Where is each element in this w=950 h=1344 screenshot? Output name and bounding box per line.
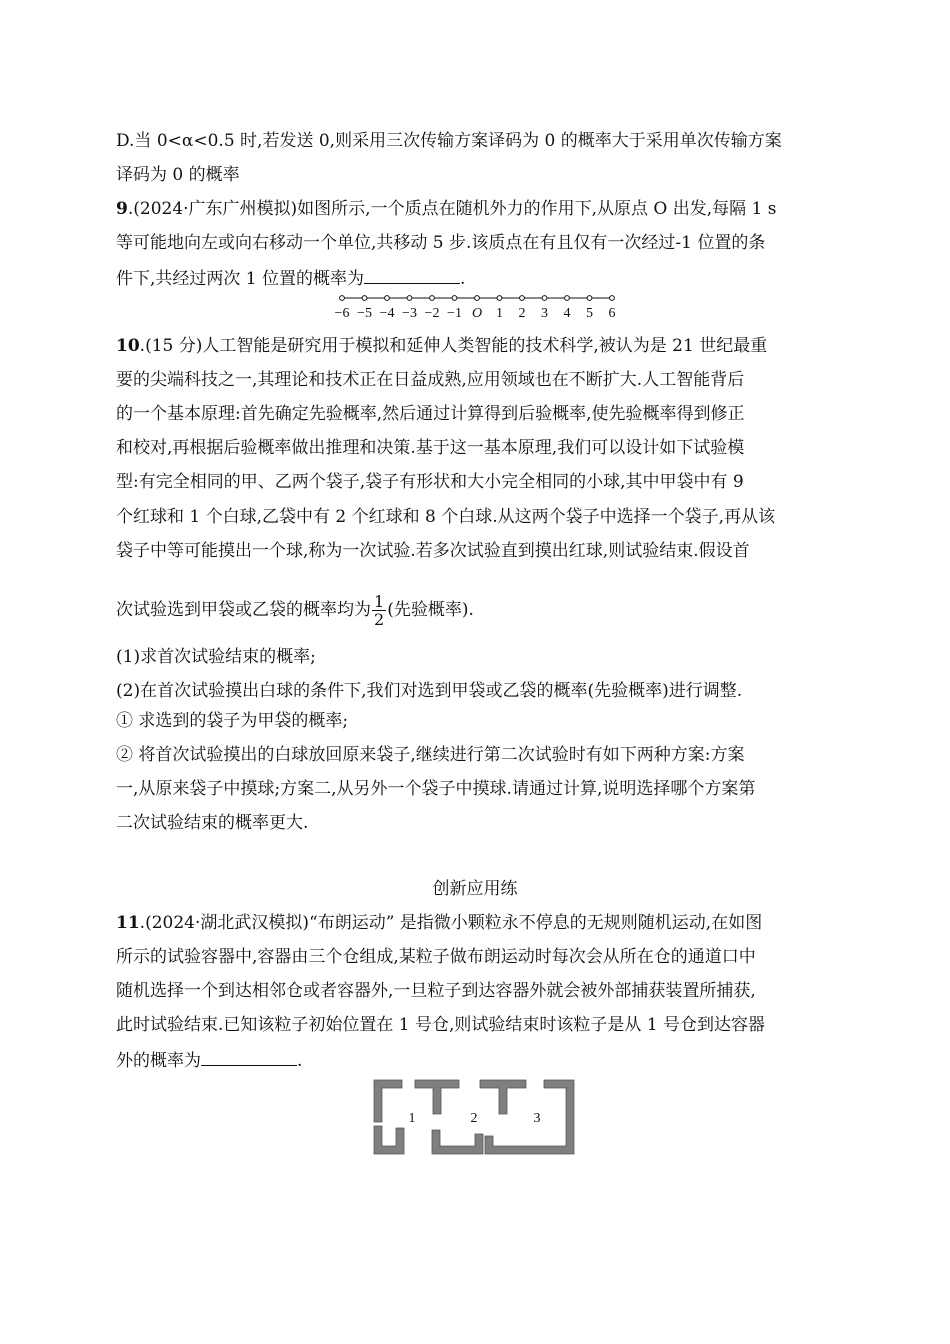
container-bottom-left-pillar (432, 1130, 483, 1154)
number-line-point (340, 296, 345, 301)
container-wall-left-top (374, 1080, 402, 1122)
container-figure (372, 1078, 576, 1156)
q10-sub2: (2)在首次试验摸出白球的条件下,我们对选到甲袋或乙袋的概率(先验概率)进行调整. (116, 681, 743, 701)
number-line-point (497, 296, 502, 301)
q10-line6: 个红球和 1 个白球,乙袋中有 2 个红球和 8 个白球.从这两个袋子中选择一个袋子,再从该 (116, 507, 776, 527)
q10-text8-pre: 次试验选到甲袋或乙袋的概率均为 (116, 600, 371, 620)
q11-text1: .(2024·湖北武汉模拟)“布朗运动” 是指微小颗粒永不停息的无规则随机运动,在如图 (139, 913, 763, 933)
number-line-point (475, 296, 480, 301)
fraction-denominator: 2 (374, 610, 385, 629)
number-line-point (430, 296, 435, 301)
q11-text5: 外的概率为 (116, 1051, 201, 1071)
number-line-tick-label: 2 (518, 306, 526, 321)
q10-line8 (116, 590, 474, 630)
number-line-tick-label: 1 (496, 306, 503, 321)
q9-text1: .(2024·广东广州模拟)如图所示,一个质点在随机外力的作用下,从原点 O 出发,每隔 1 s (127, 199, 777, 219)
q10-line4: 和校对,再根据后验概率做出推理和决策.基于这一基本原理,我们可以设计如下试验模 (116, 438, 745, 458)
container-wall-right (485, 1080, 574, 1154)
q8-option-d-line2: 译码为 0 的概率 (116, 165, 240, 185)
number-line-point (407, 296, 412, 301)
q9-number: 9 (116, 199, 128, 219)
number-line-point (520, 296, 525, 301)
q11-line5 (116, 1047, 302, 1071)
q11-line2: 所示的试验容器中,容器由三个仓组成,某粒子做布朗运动时每次会从所在仓的通道口中 (116, 947, 756, 967)
number-line-tick-label: −3 (402, 306, 417, 321)
q11-period: . (297, 1051, 303, 1071)
chamber-label: 3 (533, 1111, 541, 1126)
q11-answer-blank (201, 1047, 297, 1066)
number-line-point (362, 296, 367, 301)
fraction-one-half (372, 593, 386, 628)
q10-line2: 要的尖端科技之一,其理论和技术正在日益成熟,应用领域也在不断扩大.人工智能背后 (116, 370, 745, 390)
q10-line5: 型:有完全相同的甲、乙两个袋子,袋子有形状和大小完全相同的小球,其中甲袋中有 9 (116, 472, 744, 492)
number-line-tick-label: 5 (586, 306, 593, 321)
number-line-figure (330, 290, 620, 320)
number-line-tick-label: −5 (357, 306, 372, 321)
q9-text3: 件下,共经过两次 1 位置的概率为 (116, 269, 365, 289)
q9-line1 (116, 197, 776, 221)
q9-line2: 等可能地向左或向右移动一个单位,共移动 5 步.该质点在有且仅有一次经过-1 位置的条 (116, 233, 766, 253)
q11-number: 11 (116, 913, 140, 933)
container-t-top-1 (415, 1080, 459, 1114)
q10-sub2b-line1: ② 将首次试验摸出的白球放回原来袋子,继续进行第二次试验时有如下两种方案:方案 (116, 745, 745, 765)
fraction-numerator: 1 (374, 592, 385, 611)
number-line-tick-label: 4 (563, 306, 571, 321)
chamber-label: 2 (470, 1111, 478, 1126)
number-line-tick-label: −6 (334, 306, 350, 321)
q9-period: . (460, 269, 466, 289)
section-title: 创新应用练 (432, 879, 518, 899)
number-line-tick-label: 3 (541, 306, 548, 321)
number-line-point (542, 296, 547, 301)
q10-number: 10 (116, 336, 140, 356)
q9-answer-blank (364, 265, 460, 284)
q10-line1 (116, 334, 767, 358)
container-t-top-2 (480, 1080, 526, 1114)
q10-sub2b-line2: 一,从原来袋子中摸球;方案二,从另外一个袋子中摸球.请通过计算,说明选择哪个方案第 (116, 779, 756, 799)
q11-line3: 随机选择一个到达相邻仓或者容器外,一旦粒子到达容器外就会被外部捕获装置所捕获, (116, 981, 756, 1001)
q11-line4: 此时试验结束.已知该粒子初始位置在 1 号仓,则试验结束时该粒子是从 1 号仓到达容器 (116, 1015, 766, 1035)
q8-option-d-line1: D.当 0<α<0.5 时,若发送 0,则采用三次传输方案译码为 0 的概率大于采用单次传输方案 (116, 131, 782, 151)
number-line-point (610, 296, 615, 301)
number-line-tick-label: O (471, 306, 483, 321)
q10-text1: .(15 分)人工智能是研究用于模拟和延伸人类智能的技术科学,被认为是 21 世纪最重 (139, 336, 768, 356)
q11-line1 (116, 911, 762, 935)
q9-line3 (116, 265, 465, 289)
number-line-tick-label: −4 (379, 306, 395, 321)
number-line-tick-label: −1 (447, 306, 462, 321)
number-line-point (452, 296, 457, 301)
number-line-tick-label: 6 (608, 306, 616, 321)
number-line-point (587, 296, 592, 301)
number-line-tick-label: −2 (424, 306, 440, 321)
q10-sub2b-line3: 二次试验结束的概率更大. (116, 813, 309, 833)
q10-line7: 袋子中等可能摸出一个球,称为一次试验.若多次试验直到摸出红球,则试验结束.假设首 (116, 541, 750, 561)
q10-sub2a: ① 求选到的袋子为甲袋的概率; (116, 711, 349, 731)
container-wall-left-bottom (374, 1126, 404, 1154)
number-line-point (385, 296, 390, 301)
q10-text8-post: (先验概率). (387, 600, 474, 620)
number-line-point (565, 296, 570, 301)
q10-sub1: (1)求首次试验结束的概率; (116, 647, 316, 667)
q10-line3: 的一个基本原理:首先确定先验概率,然后通过计算得到后验概率,使先验概率得到修正 (116, 404, 745, 424)
chamber-label: 1 (408, 1111, 416, 1126)
